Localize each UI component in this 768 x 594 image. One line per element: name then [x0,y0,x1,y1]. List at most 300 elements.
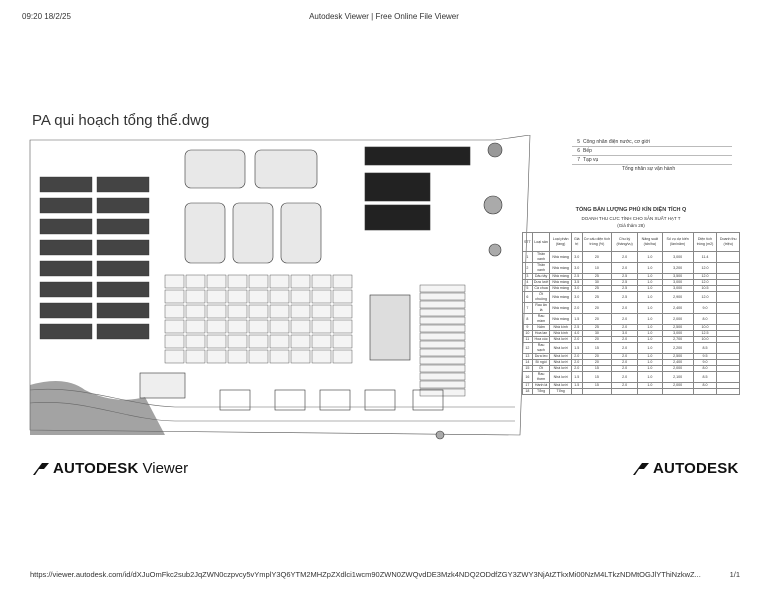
drawing-block [270,350,289,363]
table-cell: 1.0 [637,325,662,331]
print-timestamp: 09:20 18/2/25 [22,12,71,21]
table-cell: 1.0 [637,286,662,292]
drawing-block [333,305,352,318]
table-cell: Nhà màng [550,292,571,303]
table-cell: Nhà màng [550,274,571,280]
table-cell: 2,900 [662,292,693,303]
drawing-block [228,335,247,348]
table-cell: 3,000 [662,280,693,286]
drawing-block [40,303,92,318]
table-cell [662,389,693,395]
table-cell: 20 [582,337,612,343]
table-header-cell: Năng suất (tấn/ha) [637,233,662,252]
table-body [523,252,740,395]
table-cell: Nấm [532,325,550,331]
table-cell: 1 [523,252,533,263]
table-cell: 2.0 [612,360,638,366]
table-cell: Nhà màng [550,303,571,314]
drawing-block [186,275,205,288]
drawing-block [312,290,331,303]
table-cell: 2,500 [662,354,693,360]
table-cell: 12 [523,343,533,354]
table-cell: 2.5 [571,274,582,280]
table-cell: Thân xanh [532,252,550,263]
drawing-block [312,275,331,288]
table-cell: 11.4 [693,252,717,263]
table-cell: 8.0 [693,383,717,389]
drawing-block [228,350,247,363]
table-row [523,303,740,314]
table-cell: 2.0 [571,360,582,366]
table-cell: 15 [582,343,612,354]
drawing-block [249,290,268,303]
table-cell: 1.0 [637,331,662,337]
table-cell: 3.0 [571,252,582,263]
note-number: 7 [577,157,580,163]
table-cell: 9.5 [693,354,717,360]
table-cell: 3.0 [571,292,582,303]
brand-name: AUTODESK [53,460,139,477]
table-cell [717,252,740,263]
drawing-block [40,177,92,192]
table-cell: 13 [523,354,533,360]
table-cell: 1.0 [637,280,662,286]
table-cell: 8.0 [693,366,717,372]
drawing-block [207,320,226,333]
drawing-block [186,320,205,333]
table-cell: Nhà lưới [550,360,571,366]
drawing-block [420,285,465,292]
table-cell: 25 [582,325,612,331]
drawing-block [228,290,247,303]
table-title: TỔNG BẢN LƯỢNG PHỦ KÍN DIỆN TÍCH Q [575,207,687,213]
table-cell: Hành lá [532,383,550,389]
table-cell: 7 [523,303,533,314]
drawing-block [312,305,331,318]
table-subtitle: DOANH THU CƯC TÍNH CHO SẢN XUẤT HẠT T [581,216,681,221]
drawing-block [420,325,465,332]
table-cell: 1.0 [637,372,662,383]
table-cell [693,389,717,395]
table-cell: 9 [523,325,533,331]
table-header-row [523,233,740,252]
drawing-block [97,303,149,318]
table-cell: 2.0 [612,263,638,274]
drawing-block [40,198,92,213]
drawing-block [40,282,92,297]
drawing-block [97,282,149,297]
note-row [572,138,732,147]
table-cell: 10.0 [693,337,717,343]
drawing-block [97,177,149,192]
table-cell: Rau sạch [532,343,550,354]
drawing-block [291,335,310,348]
table-cell: 2.5 [612,274,638,280]
table-cell: 8 [523,314,533,325]
table-cell: Dâu tây [532,274,550,280]
table-cell: 3.0 [612,331,638,337]
table-cell: 25 [582,286,612,292]
drawing-block [165,275,184,288]
drawing-block [291,320,310,333]
table-cell [717,314,740,325]
table-cell: 3,000 [662,252,693,263]
table-cell: 2.0 [612,343,638,354]
table-cell: 1.0 [637,263,662,274]
drawing-block [333,320,352,333]
table-cell: 12.0 [693,274,717,280]
table-cell: 3.0 [571,286,582,292]
table-cell: Bí ngòi [532,360,550,366]
table-header-cell: STT [523,233,533,252]
drawing-block [186,305,205,318]
table-cell: 2.0 [612,337,638,343]
drawing-block [249,320,268,333]
table-cell: Nhà màng [550,252,571,263]
table-cell: 2.0 [612,252,638,263]
table-cell: 25 [582,274,612,280]
table-cell: 5 [523,286,533,292]
page-url: https://viewer.autodesk.com/id/dXJuOmFkc2sub2JqZWN0czpvcy5vYmplY3Q6YTM2MHZpZXdlci1wcm90ZWN0ZWQvdDE3Mzk4NDQ2ODdfZGY3ZWY3NjAtZTkxMi00NzM4LTkzNDMtOGJlYThiNzkwZ... [30,570,701,579]
table-cell: Rau ăn lá [532,303,550,314]
table-header-cell: Số vụ dự kiến (lần/năm) [662,233,693,252]
table-cell: 1.5 [571,314,582,325]
table-row [523,263,740,274]
table-row [523,389,740,395]
drawing-block [312,350,331,363]
drawing-block [420,365,465,372]
table-cell: 2.0 [612,383,638,389]
table-cell [717,389,740,395]
note-row [572,156,732,165]
table-cell: 1.0 [637,337,662,343]
table-cell: Nhà lưới [550,372,571,383]
revenue-table [522,232,740,395]
drawing-block [333,350,352,363]
table-cell: 1.0 [637,252,662,263]
drawing-block [186,290,205,303]
drawing-block [97,198,149,213]
table-cell: 2.0 [571,337,582,343]
table-cell: 2,000 [662,314,693,325]
drawing-block [40,240,92,255]
drawing-block [228,320,247,333]
table-cell: 9.0 [693,360,717,366]
table-cell: 2.0 [612,372,638,383]
table-cell: 2,700 [662,337,693,343]
table-cell: Dưa leo [532,354,550,360]
table-cell: 1.5 [571,383,582,389]
table-cell: Nhà màng [550,286,571,292]
table-cell: Thân xanh [532,263,550,274]
table-cell: Nhà kính [550,325,571,331]
drawing-block [165,290,184,303]
table-cell [637,389,662,395]
drawing-block [333,275,352,288]
drawing-block [270,275,289,288]
table-cell: Nhà màng [550,314,571,325]
table-cell: 2,400 [662,303,693,314]
table-cell: 1.0 [637,303,662,314]
table-cell: Nhà lưới [550,337,571,343]
table-header-cell: Diện tích trồng (m2) [693,233,717,252]
table-cell: 20 [582,360,612,366]
table-cell: 3.5 [571,280,582,286]
table-cell: 20 [582,252,612,263]
autodesk-mark-icon [33,463,49,475]
table-cell: 1.5 [571,372,582,383]
table-cell: 2.0 [612,366,638,372]
table-cell [717,292,740,303]
drawing-block [270,290,289,303]
table-cell: Rau mầm [532,314,550,325]
table-row [523,343,740,354]
table-cell: 8.5 [693,372,717,383]
table-cell: Tổng [532,389,550,395]
table-cell: Tổng [550,389,571,395]
table-cell: Nhà màng [550,280,571,286]
table-cell: 2.5 [612,286,638,292]
table-cell: Nhà lưới [550,366,571,372]
autodesk-viewer-logo [33,460,188,477]
drawing-block [270,305,289,318]
table-header-cell: Chu kỳ (tháng/vụ) [612,233,638,252]
table-cell: 2.0 [571,366,582,372]
drawing-block [420,333,465,340]
drawing-block [420,293,465,300]
table-cell: Nhà lưới [550,354,571,360]
drawing-block [97,240,149,255]
drawing-block [207,335,226,348]
drawing-block [420,317,465,324]
table-cell: 3,500 [662,274,693,280]
drawing-block [270,335,289,348]
drawing-block [249,350,268,363]
table-cell: 1.0 [637,343,662,354]
table-row [523,252,740,263]
table-subtitle-2: (Giá thảm 28) [617,223,645,228]
drawing-block [207,350,226,363]
staff-notes [572,138,732,173]
note-text: Bếp [583,148,592,154]
drawing-block [207,275,226,288]
drawing-block [228,305,247,318]
brand-name: AUTODESK [653,460,739,477]
table-row [523,372,740,383]
table-cell: 2.0 [571,354,582,360]
table-cell: 1.0 [637,292,662,303]
table-cell: 1.0 [637,383,662,389]
table-cell: 12.0 [693,292,717,303]
table-cell: Ớt chuông [532,292,550,303]
drawing-block [40,261,92,276]
table-cell: 4 [523,280,533,286]
table-header-cell: Loại phân (tầng) [550,233,571,252]
drawing-block [420,301,465,308]
page-number: 1/1 [729,570,740,579]
drawing-block [420,309,465,316]
table-cell: Dưa lưới [533,280,549,284]
note-row [572,147,732,156]
table-cell: 15 [582,383,612,389]
drawing-block [312,320,331,333]
table-cell: 2,000 [662,366,693,372]
note-text: Tạp vụ [583,157,599,163]
drawing-block [249,335,268,348]
drawing-block [291,305,310,318]
table-cell: 10.0 [693,325,717,331]
table-cell: 1.0 [637,274,662,280]
drawing-block [420,349,465,356]
notes-total: Tổng nhân sự vận hành [622,166,676,172]
table-cell: 2,000 [662,383,693,389]
table-cell: 10 [582,263,612,274]
table-cell: Hoa lan [532,331,550,337]
table-cell: 8.0 [693,314,717,325]
note-text: Công nhân điện nước, cơ giới [583,139,650,145]
drawing-block [207,305,226,318]
table-cell: 2.0 [612,314,638,325]
table-cell: 2.0 [571,303,582,314]
table-cell: Cà chua [532,286,550,292]
schedule-sheet [522,135,740,393]
drawing-block [420,381,465,388]
drawing-block [312,335,331,348]
table-cell: 30 [582,280,612,286]
autodesk-mark-icon [633,463,649,475]
table-cell [571,389,582,395]
table-cell [582,389,612,395]
table-cell [717,303,740,314]
table-row [523,292,740,303]
table-cell: 2.5 [612,292,638,303]
table-cell [717,372,740,383]
table-cell: 12.0 [693,263,717,274]
table-cell: 18 [523,389,533,395]
table-cell: 3 [523,274,533,280]
drawing-block [420,341,465,348]
table-cell: Ớt [532,366,550,372]
drawing-block [270,320,289,333]
table-cell: 15 [523,366,533,372]
table-cell [717,263,740,274]
drawing-block [420,373,465,380]
table-cell: 14 [523,360,533,366]
table-cell: 30 [582,331,612,337]
table-row [523,314,740,325]
table-cell [612,389,638,395]
table-cell: 20 [582,314,612,325]
table-cell: 2,400 [662,360,693,366]
table-cell: 2.5 [571,325,582,331]
note-number: 5 [577,139,580,145]
drawing-block [249,275,268,288]
drawing-block [165,335,184,348]
table-cell: 2,100 [662,372,693,383]
drawing-block [333,335,352,348]
table-cell: 15 [582,366,612,372]
drawing-block [228,275,247,288]
drawing-block [207,290,226,303]
drawing-block [165,320,184,333]
table-cell: 3,000 [662,331,693,337]
table-cell: Nhà lưới [550,383,571,389]
drawing-block [40,324,92,339]
table-cell: 2.5 [612,280,638,286]
table-cell: Nhà màng [550,263,571,274]
table-cell: 10.5 [693,286,717,292]
drawing-block [165,350,184,363]
table-cell: 3,200 [662,263,693,274]
drawing-block [333,290,352,303]
table-cell: 12.5 [693,331,717,337]
table-cell: Hoa cúc [532,337,550,343]
table-cell: 1.0 [637,314,662,325]
drawing-block [97,261,149,276]
table-cell: Rau thơm [532,372,550,383]
table-cell: 16 [523,372,533,383]
drawing-block [97,219,149,234]
table-cell: 2 [523,263,533,274]
drawing-block [291,290,310,303]
table-cell: 8.5 [693,343,717,354]
table-cell: 15 [582,372,612,383]
table-cell: 1.5 [571,343,582,354]
note-number: 6 [577,148,580,154]
table-header-cell: Giá trị [571,233,582,252]
autodesk-logo [633,460,739,477]
drawing-block [97,324,149,339]
table-cell: 9.0 [693,303,717,314]
table-cell: 3,000 [662,286,693,292]
table-cell: 1.0 [637,354,662,360]
table-cell: 3.0 [571,263,582,274]
drawing-block [420,357,465,364]
table-cell: 25 [582,292,612,303]
brand-suffix: Viewer [142,460,189,477]
drawing-block [249,305,268,318]
table-cell: 17 [523,383,533,389]
drawing-block [40,219,92,234]
drawing-block [165,305,184,318]
table-cell: 6 [523,292,533,303]
table-cell: 20 [582,303,612,314]
table-cell: Nhà lưới [550,343,571,354]
table-cell: 20 [582,354,612,360]
table-cell: 2,200 [662,343,693,354]
table-cell: 1.0 [637,360,662,366]
page-title: Autodesk Viewer | Free Online File Viewer [309,12,459,21]
table-header-cell: Doanh thu (triệu) [717,233,740,252]
table-cell: 2.0 [612,354,638,360]
table-cell: 10 [523,331,533,337]
table-cell: 11 [523,337,533,343]
table-cell: 2.0 [612,325,638,331]
table-cell: 1.0 [637,366,662,372]
drawing-block [291,275,310,288]
table-cell: 2.0 [612,303,638,314]
table-header-cell: Loại sản [532,233,550,252]
drawing-block [186,350,205,363]
table-cell: Nhà kính [550,331,571,337]
drawing-filename: PA qui hoạch tổng thể.dwg [32,112,210,129]
table-cell: 2,500 [662,325,693,331]
drawing-block [186,335,205,348]
site-plan-drawing[interactable] [25,135,535,443]
drawing-block [291,350,310,363]
table-cell: 4.0 [571,331,582,337]
table-cell [717,343,740,354]
